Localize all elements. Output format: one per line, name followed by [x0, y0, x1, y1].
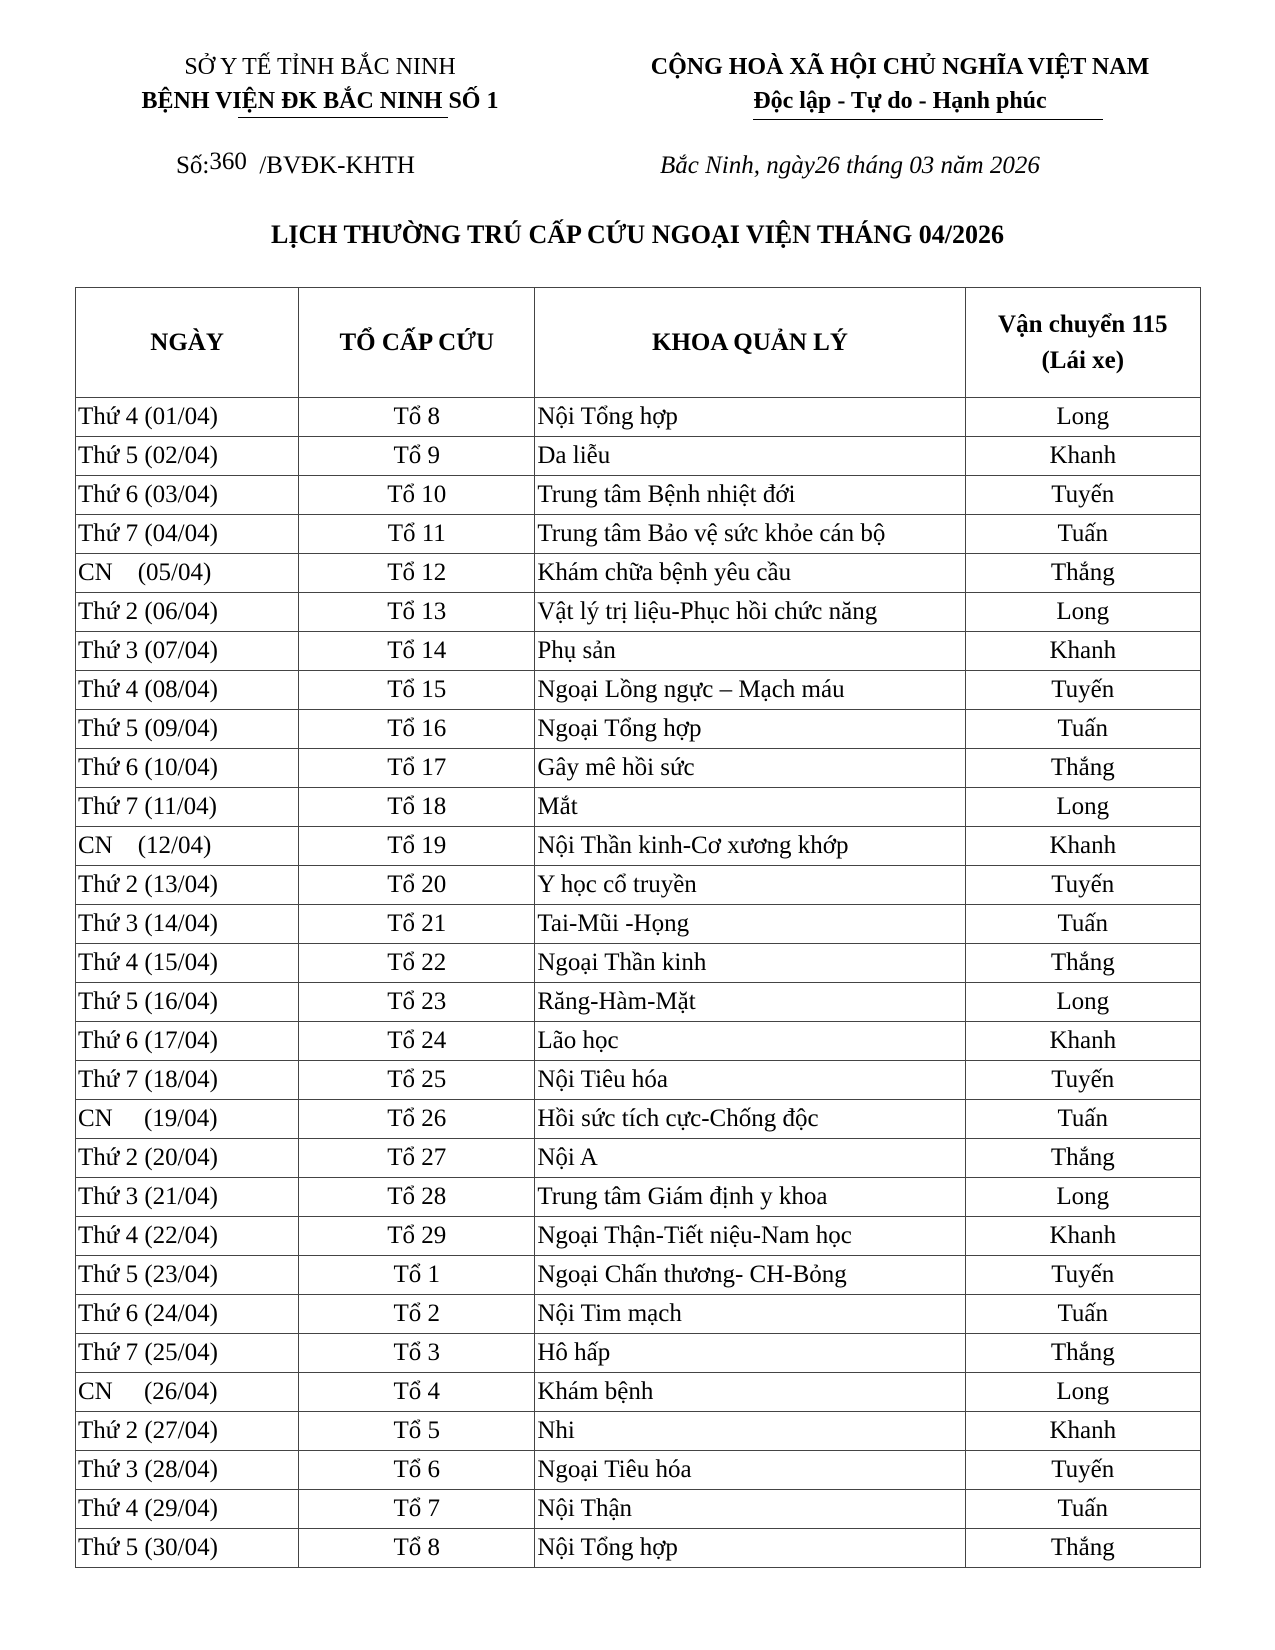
cell-department: Y học cổ truyền	[535, 866, 965, 905]
cell-day: Thứ 5 (02/04)	[76, 437, 299, 476]
cell-team: Tổ 1	[299, 1256, 535, 1295]
cell-department: Nội Thần kinh-Cơ xương khớp	[535, 827, 965, 866]
table-row	[76, 1373, 1201, 1412]
schedule-body	[76, 398, 1201, 1568]
cell-driver: Tuyến	[965, 476, 1200, 515]
cell-driver: Thắng	[965, 1139, 1200, 1178]
table-row	[76, 1490, 1201, 1529]
cell-driver: Long	[965, 983, 1200, 1022]
cell-driver: Tuyến	[965, 866, 1200, 905]
cell-day: Thứ 5 (23/04)	[76, 1256, 299, 1295]
table-row	[76, 1022, 1201, 1061]
cell-team: Tổ 15	[299, 671, 535, 710]
cell-day: Thứ 7 (11/04)	[76, 788, 299, 827]
table-row	[76, 1217, 1201, 1256]
table-row	[76, 749, 1201, 788]
document-number	[176, 148, 415, 180]
table-row	[76, 554, 1201, 593]
table-row	[76, 1529, 1201, 1568]
cell-day: Thứ 4 (01/04)	[76, 398, 299, 437]
cell-team: Tổ 5	[299, 1412, 535, 1451]
cell-day: Thứ 3 (28/04)	[76, 1451, 299, 1490]
cell-department: Nội Thận	[535, 1490, 965, 1529]
cell-department: Vật lý trị liệu-Phục hồi chức năng	[535, 593, 965, 632]
document-number-suffix: /BVĐK-KHTH	[259, 152, 415, 179]
cell-team: Tổ 6	[299, 1451, 535, 1490]
cell-department: Ngoại Thần kinh	[535, 944, 965, 983]
cell-department: Trung tâm Bệnh nhiệt đới	[535, 476, 965, 515]
table-row	[76, 827, 1201, 866]
cell-driver: Tuấn	[965, 905, 1200, 944]
cell-day: Thứ 7 (18/04)	[76, 1061, 299, 1100]
cell-driver: Thắng	[965, 749, 1200, 788]
cell-department: Nội Tổng hợp	[535, 398, 965, 437]
table-row	[76, 1061, 1201, 1100]
cell-department: Ngoại Thận-Tiết niệu-Nam học	[535, 1217, 965, 1256]
cell-team: Tổ 4	[299, 1373, 535, 1412]
column-header-driver	[965, 288, 1200, 398]
table-row	[76, 788, 1201, 827]
cell-department: Tai-Mũi -Họng	[535, 905, 965, 944]
cell-driver: Tuấn	[965, 1490, 1200, 1529]
motto-underline	[753, 119, 1103, 120]
cell-department: Ngoại Chấn thương- CH-Bỏng	[535, 1256, 965, 1295]
cell-team: Tổ 19	[299, 827, 535, 866]
cell-department: Nội Tổng hợp	[535, 1529, 965, 1568]
cell-department: Lão học	[535, 1022, 965, 1061]
cell-driver: Thắng	[965, 1334, 1200, 1373]
cell-team: Tổ 25	[299, 1061, 535, 1100]
cell-department: Nội Tim mạch	[535, 1295, 965, 1334]
table-row	[76, 710, 1201, 749]
cell-team: Tổ 23	[299, 983, 535, 1022]
cell-team: Tổ 14	[299, 632, 535, 671]
column-header-day: NGÀY	[76, 288, 299, 398]
cell-department: Ngoại Tiêu hóa	[535, 1451, 965, 1490]
cell-day: Thứ 7 (04/04)	[76, 515, 299, 554]
cell-team: Tổ 3	[299, 1334, 535, 1373]
cell-driver: Long	[965, 1373, 1200, 1412]
cell-department: Ngoại Tổng hợp	[535, 710, 965, 749]
cell-department: Phụ sản	[535, 632, 965, 671]
cell-team: Tổ 9	[299, 437, 535, 476]
cell-day: Thứ 4 (08/04)	[76, 671, 299, 710]
cell-driver: Long	[965, 398, 1200, 437]
cell-driver: Tuấn	[965, 515, 1200, 554]
cell-day: Thứ 2 (06/04)	[76, 593, 299, 632]
cell-team: Tổ 17	[299, 749, 535, 788]
table-row	[76, 476, 1201, 515]
cell-driver: Long	[965, 1178, 1200, 1217]
column-header-department: KHOA QUẢN LÝ	[535, 288, 965, 398]
column-header-driver-line2: (Lái xe)	[1041, 346, 1125, 374]
cell-department: Ngoại Lồng ngực – Mạch máu	[535, 671, 965, 710]
cell-department: Nội Tiêu hóa	[535, 1061, 965, 1100]
table-row	[76, 1451, 1201, 1490]
cell-team: Tổ 26	[299, 1100, 535, 1139]
cell-day: Thứ 2 (27/04)	[76, 1412, 299, 1451]
cell-day: Thứ 6 (17/04)	[76, 1022, 299, 1061]
cell-department: Khám bệnh	[535, 1373, 965, 1412]
table-row	[76, 593, 1201, 632]
table-row	[76, 515, 1201, 554]
table-row	[76, 1295, 1201, 1334]
cell-driver: Khanh	[965, 827, 1200, 866]
issuer-department: SỞ Y TẾ TỈNH BẮC NINH	[184, 54, 456, 80]
table-row	[76, 398, 1201, 437]
cell-day: CN (26/04)	[76, 1373, 299, 1412]
table-row	[76, 866, 1201, 905]
cell-department: Hô hấp	[535, 1334, 965, 1373]
cell-team: Tổ 20	[299, 866, 535, 905]
cell-day: Thứ 4 (29/04)	[76, 1490, 299, 1529]
schedule-table	[75, 287, 1201, 1568]
cell-team: Tổ 8	[299, 398, 535, 437]
cell-day: Thứ 6 (10/04)	[76, 749, 299, 788]
table-row	[76, 1334, 1201, 1373]
cell-driver: Thắng	[965, 554, 1200, 593]
table-row	[76, 1178, 1201, 1217]
cell-driver: Thắng	[965, 944, 1200, 983]
table-row	[76, 1256, 1201, 1295]
cell-team: Tổ 21	[299, 905, 535, 944]
column-header-driver-line1: Vận chuyển 115	[998, 310, 1168, 338]
issuer-underline	[238, 117, 448, 118]
cell-driver: Long	[965, 593, 1200, 632]
table-row	[76, 632, 1201, 671]
cell-department: Da liễu	[535, 437, 965, 476]
cell-team: Tổ 29	[299, 1217, 535, 1256]
issuer-hospital: BỆNH VIỆN ĐK BẮC NINH SỐ 1	[141, 88, 499, 114]
table-row	[76, 983, 1201, 1022]
national-motto: Độc lập - Tự do - Hạnh phúc	[753, 88, 1047, 114]
cell-department: Hồi sức tích cực-Chống độc	[535, 1100, 965, 1139]
cell-day: Thứ 3 (07/04)	[76, 632, 299, 671]
table-row	[76, 1100, 1201, 1139]
cell-department: Răng-Hàm-Mặt	[535, 983, 965, 1022]
cell-driver: Khanh	[965, 437, 1200, 476]
cell-driver: Thắng	[965, 1529, 1200, 1568]
country-name: CỘNG HOÀ XÃ HỘI CHỦ NGHĨA VIỆT NAM	[650, 54, 1150, 80]
cell-day: Thứ 6 (03/04)	[76, 476, 299, 515]
issue-date: Bắc Ninh, ngày26 tháng 03 năm 2026	[660, 152, 1040, 179]
cell-driver: Tuấn	[965, 1295, 1200, 1334]
document-number-value: 360	[209, 148, 247, 175]
cell-day: Thứ 2 (20/04)	[76, 1139, 299, 1178]
cell-driver: Khanh	[965, 1412, 1200, 1451]
cell-department: Trung tâm Bảo vệ sức khỏe cán bộ	[535, 515, 965, 554]
cell-driver: Tuyến	[965, 671, 1200, 710]
cell-team: Tổ 12	[299, 554, 535, 593]
document-number-prefix: Số:	[176, 152, 210, 179]
cell-driver: Tuyến	[965, 1061, 1200, 1100]
cell-team: Tổ 28	[299, 1178, 535, 1217]
table-row	[76, 905, 1201, 944]
column-header-team: TỔ CẤP CỨU	[299, 288, 535, 398]
cell-driver: Tuyến	[965, 1451, 1200, 1490]
cell-team: Tổ 24	[299, 1022, 535, 1061]
cell-department: Nhi	[535, 1412, 965, 1451]
table-header-row	[76, 288, 1201, 398]
cell-team: Tổ 22	[299, 944, 535, 983]
national-header	[600, 50, 1200, 118]
cell-driver: Khanh	[965, 1022, 1200, 1061]
cell-day: CN (05/04)	[76, 554, 299, 593]
cell-day: Thứ 5 (16/04)	[76, 983, 299, 1022]
cell-team: Tổ 2	[299, 1295, 535, 1334]
cell-team: Tổ 13	[299, 593, 535, 632]
cell-driver: Long	[965, 788, 1200, 827]
document-title: LỊCH THƯỜNG TRÚ CẤP CỨU NGOẠI VIỆN THÁNG 04/2026	[271, 220, 1004, 249]
table-row	[76, 944, 1201, 983]
table-row	[76, 671, 1201, 710]
table-row	[76, 1139, 1201, 1178]
table-row	[76, 1412, 1201, 1451]
cell-day: Thứ 4 (15/04)	[76, 944, 299, 983]
table-row	[76, 437, 1201, 476]
cell-day: CN (19/04)	[76, 1100, 299, 1139]
cell-department: Mắt	[535, 788, 965, 827]
cell-day: Thứ 4 (22/04)	[76, 1217, 299, 1256]
cell-day: Thứ 6 (24/04)	[76, 1295, 299, 1334]
cell-day: Thứ 5 (30/04)	[76, 1529, 299, 1568]
cell-day: Thứ 3 (14/04)	[76, 905, 299, 944]
cell-driver: Tuyến	[965, 1256, 1200, 1295]
cell-driver: Tuấn	[965, 710, 1200, 749]
cell-team: Tổ 8	[299, 1529, 535, 1568]
cell-day: Thứ 3 (21/04)	[76, 1178, 299, 1217]
cell-department: Trung tâm Giám định y khoa	[535, 1178, 965, 1217]
cell-team: Tổ 10	[299, 476, 535, 515]
cell-day: Thứ 2 (13/04)	[76, 866, 299, 905]
cell-department: Khám chữa bệnh yêu cầu	[535, 554, 965, 593]
issuer-block	[100, 50, 540, 118]
cell-driver: Khanh	[965, 632, 1200, 671]
cell-team: Tổ 18	[299, 788, 535, 827]
cell-driver: Khanh	[965, 1217, 1200, 1256]
cell-day: CN (12/04)	[76, 827, 299, 866]
cell-team: Tổ 16	[299, 710, 535, 749]
cell-team: Tổ 11	[299, 515, 535, 554]
cell-day: Thứ 7 (25/04)	[76, 1334, 299, 1373]
cell-department: Nội A	[535, 1139, 965, 1178]
cell-day: Thứ 5 (09/04)	[76, 710, 299, 749]
cell-driver: Tuấn	[965, 1100, 1200, 1139]
cell-team: Tổ 27	[299, 1139, 535, 1178]
cell-team: Tổ 7	[299, 1490, 535, 1529]
cell-department: Gây mê hồi sức	[535, 749, 965, 788]
